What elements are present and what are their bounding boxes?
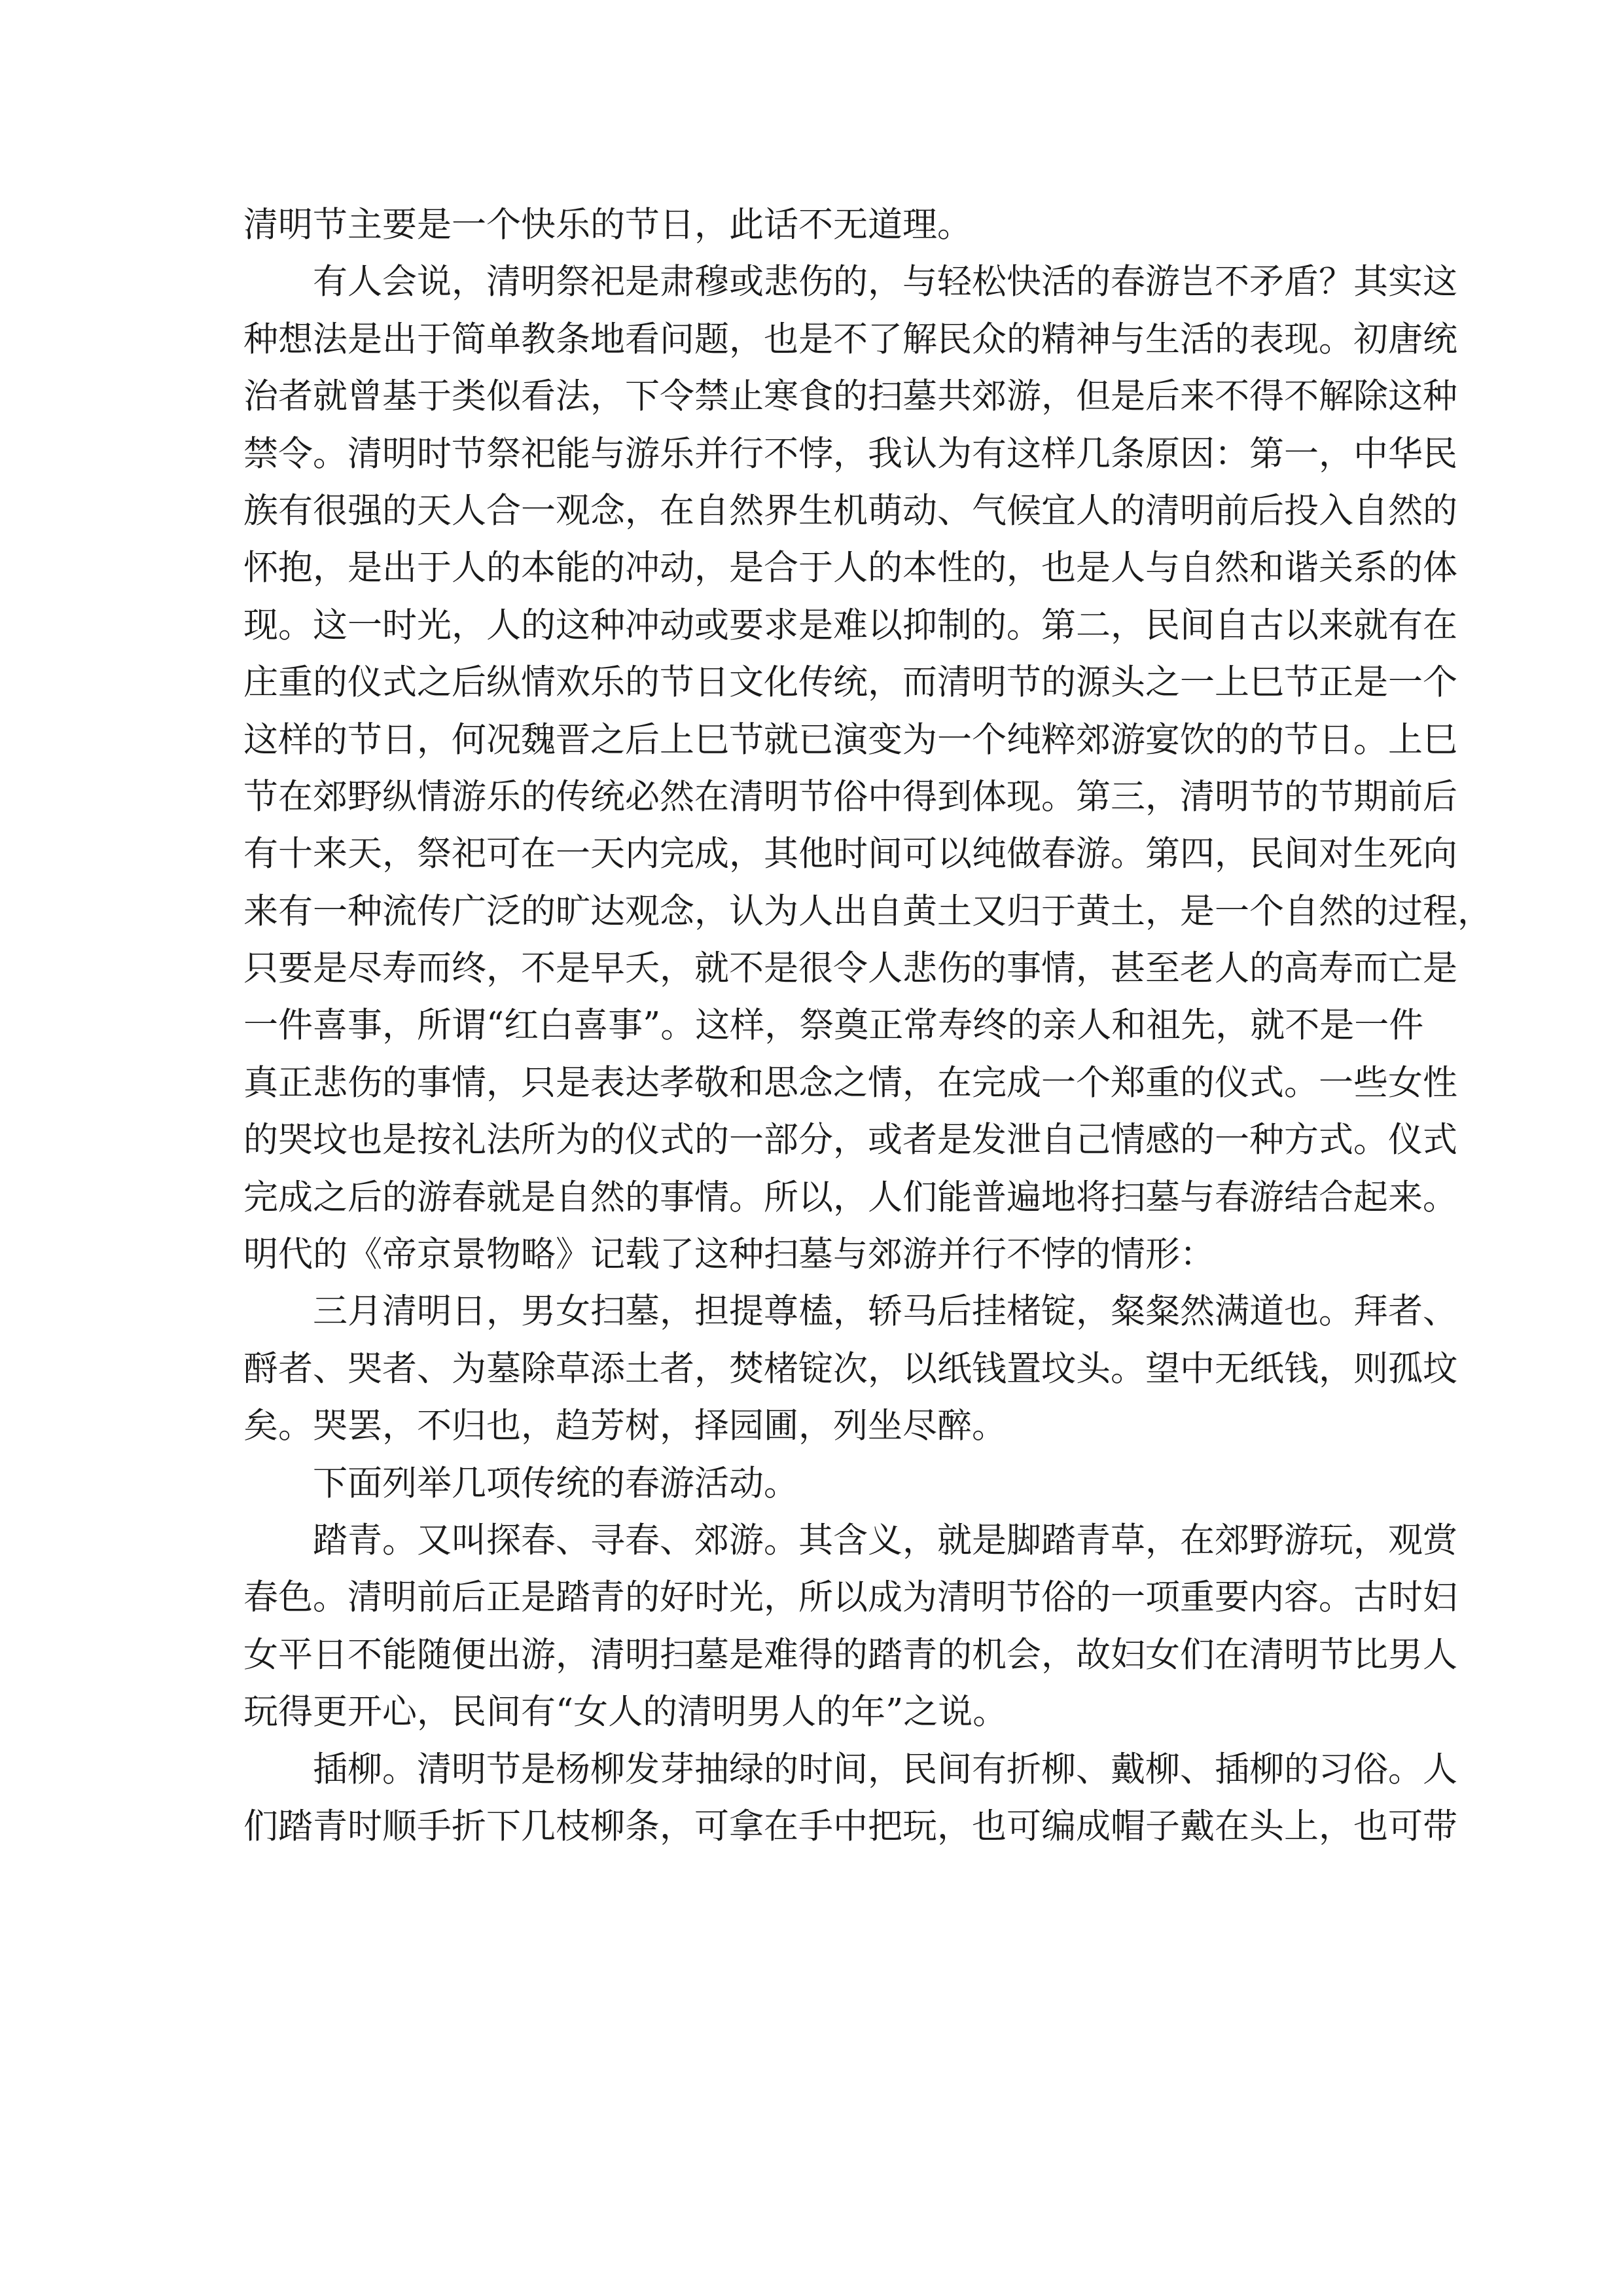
text-line: 酹者、哭者、为墓除草添土者，焚楮锭次，以纸钱置坟头。望中无纸钱，则孤坟 bbox=[243, 1348, 1457, 1389]
text-line: 真正悲伤的事情，只是表达孝敬和思念之情，在完成一个郑重的仪式。一些女性 bbox=[243, 1062, 1457, 1103]
text-line: 节在郊野纵情游乐的传统必然在清明节俗中得到体现。第三，清明节的节期前后 bbox=[243, 776, 1457, 817]
text-line: 明代的《帝京景物略》记载了这种扫墓与郊游并行不悖的情形： bbox=[243, 1234, 1215, 1275]
text-line: 这样的节日，何况魏晋之后上巳节就已演变为一个纯粹郊游宴饮的的节日。上巳 bbox=[243, 719, 1457, 760]
text-line: 族有很强的天人合一观念，在自然界生机萌动、气候宜人的清明前后投入自然的 bbox=[243, 490, 1457, 531]
text-line: 种想法是出于简单教条地看问题，也是不了解民众的精神与生活的表现。初唐统 bbox=[243, 319, 1457, 359]
text-line: 插柳。清明节是杨柳发芽抽绿的时间，民间有折柳、戴柳、插柳的习俗。人 bbox=[313, 1749, 1457, 1789]
text-line: 禁令。清明时节祭祀能与游乐并行不悖，我认为有这样几条原因：第一，中华民 bbox=[243, 433, 1457, 474]
text-line: 一件喜事，所谓“红白喜事”。这样，祭奠正常寿终的亲人和祖先，就不是一件 bbox=[243, 1005, 1424, 1046]
text-line: 只要是尽寿而终，不是早夭，就不是很令人悲伤的事情，甚至老人的高寿而亡是 bbox=[243, 948, 1457, 989]
text-line: 三月清明日，男女扫墓，担提尊榼，轿马后挂楮锭，粲粲然满道也。拜者、 bbox=[313, 1291, 1457, 1332]
text-line: 庄重的仪式之后纵情欢乐的节日文化传统，而清明节的源头之一上巳节正是一个 bbox=[243, 662, 1457, 703]
body-text bbox=[243, 196, 1492, 1855]
text-line: 踏青。又叫探春、寻春、郊游。其含义，就是脚踏青草，在郊野游玩，观赏 bbox=[313, 1520, 1457, 1560]
text-line: 玩得更开心，民间有“女人的清明男人的年”之说。 bbox=[243, 1692, 1008, 1732]
text-line: 下面列举几项传统的春游活动。 bbox=[313, 1463, 798, 1503]
text-line: 春色。清明前后正是踏青的好时光，所以成为清明节俗的一项重要内容。古时妇 bbox=[243, 1577, 1457, 1618]
text-line: 有人会说，清明祭祀是肃穆或悲伤的，与轻松快活的春游岂不矛盾？其实这 bbox=[313, 262, 1457, 302]
text-line: 现。这一时光，人的这种冲动或要求是难以抑制的。第二，民间自古以来就有在 bbox=[243, 605, 1457, 645]
text-line: 清明节主要是一个快乐的节日，此话不无道理。 bbox=[243, 205, 972, 245]
text-line: 矣。哭罢，不归也，趋芳树，择园圃，列坐尽醉。 bbox=[243, 1406, 1007, 1446]
text-line: 们踏青时顺手折下几枝柳条，可拿在手中把玩，也可编成帽子戴在头上，也可带 bbox=[243, 1806, 1457, 1846]
text-line: 治者就曾基于类似看法，下令禁止寒食的扫墓共郊游，但是后来不得不解除这种 bbox=[243, 376, 1457, 417]
text-line: 的哭坟也是按礼法所为的仪式的一部分，或者是发泄自己情感的一种方式。仪式 bbox=[243, 1120, 1457, 1160]
text-line: 怀抱，是出于人的本能的冲动，是合于人的本性的，也是人与自然和谐关系的体 bbox=[243, 548, 1457, 588]
text-line: 完成之后的游春就是自然的事情。所以，人们能普遍地将扫墓与春游结合起来。 bbox=[243, 1177, 1457, 1217]
text-line: 来有一种流传广泛的旷达观念，认为人出自黄土又归于黄土，是一个自然的过程， bbox=[243, 891, 1492, 931]
text-line: 有十来天，祭祀可在一天内完成，其他时间可以纯做春游。第四，民间对生死向 bbox=[243, 834, 1457, 874]
text-line: 女平日不能随便出游，清明扫墓是难得的踏青的机会，故妇女们在清明节比男人 bbox=[243, 1634, 1457, 1675]
